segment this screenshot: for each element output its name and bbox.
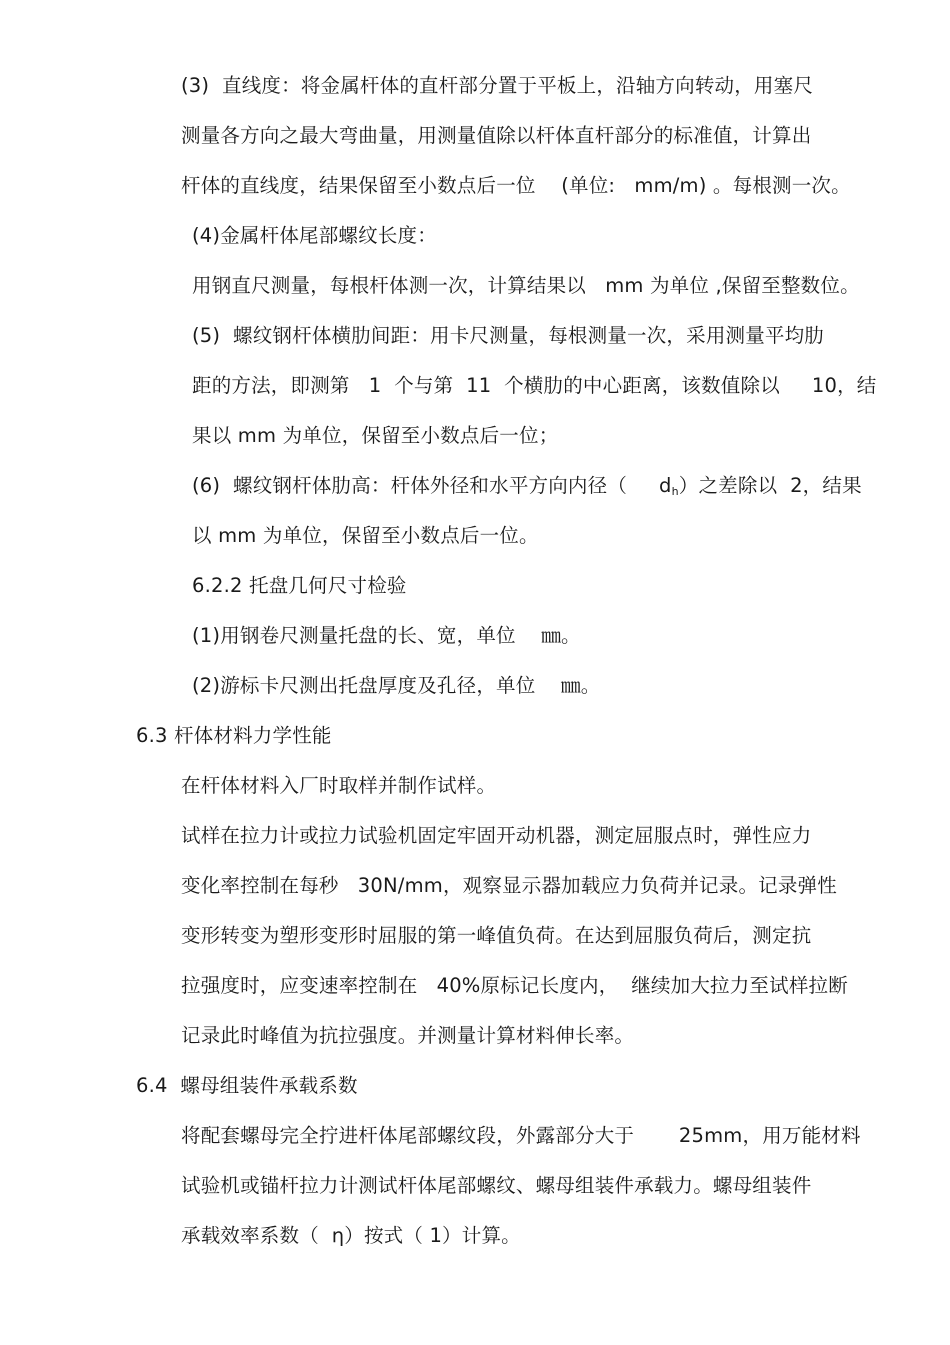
- text-line-24: 承载效率系数（ η）按式（ 1）计算。: [181, 1224, 521, 1247]
- text-line-3: 杆体的直线度，结果保留至小数点后一位 (单位: mm/m) 。每根测一次。: [181, 174, 851, 197]
- text-line-12: (1)用钢卷尺测量托盘的长、宽，单位 ㎜。: [192, 624, 581, 647]
- text-line-18: 变形转变为塑形变形时屈服的第一峰值负荷。在达到屈服负荷后，测定抗: [181, 924, 812, 947]
- subscript-h: h: [671, 485, 679, 498]
- text-line-9-tail: ）之差除以 2，结果: [678, 474, 862, 497]
- text-line-22: 将配套螺母完全拧进杆体尾部螺纹段，外露部分大于 25mm，用万能材料: [181, 1124, 861, 1147]
- text-line-4: (4)金属杆体尾部螺纹长度：: [192, 224, 437, 247]
- text-line-5: 用钢直尺测量，每根杆体测一次，计算结果以 mm 为单位 ,保留至整数位。: [192, 274, 860, 297]
- text-line-8: 果以 mm 为单位，保留至小数点后一位；: [192, 424, 559, 447]
- text-line-10: 以 mm 为单位，保留至小数点后一位。: [192, 524, 539, 547]
- text-line-20: 记录此时峰值为抗拉强度。并测量计算材料伸长率。: [181, 1024, 635, 1047]
- text-line-7: 距的方法，即测第 1 个与第 11 个横肋的中心距离，该数值除以 10，结: [192, 374, 877, 397]
- text-line-9-main: (6) 螺纹钢杆体肋高：杆体外径和水平方向内径（ d: [192, 474, 672, 497]
- text-line-1: (3) 直线度：将金属杆体的直杆部分置于平板上，沿轴方向转动，用塞尺: [181, 74, 814, 97]
- text-line-13: (2)游标卡尺测出托盘厚度及孔径，单位 ㎜。: [192, 674, 601, 697]
- text-line-2: 测量各方向之最大弯曲量，用测量值除以杆体直杆部分的标准值，计算出: [181, 124, 812, 147]
- section-heading-6-3: 6.3 杆体材料力学性能: [136, 724, 332, 747]
- text-line-17: 变化率控制在每秒 30N/mm，观察显示器加载应力负荷并记录。记录弹性: [181, 874, 837, 897]
- text-line-16: 试样在拉力计或拉力试验机固定牢固开动机器，测定屈服点时，弹性应力: [181, 824, 812, 847]
- text-line-6: (5) 螺纹钢杆体横肋间距：用卡尺测量，每根测量一次，采用测量平均肋: [192, 324, 825, 347]
- section-heading-6-4: 6.4 螺母组装件承载系数: [136, 1074, 358, 1097]
- text-line-19: 拉强度时，应变速率控制在 40%原标记长度内， 继续加大拉力至试样拉断: [181, 974, 848, 997]
- section-heading-6-2-2: 6.2.2 托盘几何尺寸检验: [192, 574, 407, 597]
- text-line-23: 试验机或锚杆拉力计测试杆体尾部螺纹、螺母组装件承载力。螺母组装件: [181, 1174, 812, 1197]
- text-line-15: 在杆体材料入厂时取样并制作试样。: [181, 774, 497, 797]
- text-line-9: [192, 473, 862, 505]
